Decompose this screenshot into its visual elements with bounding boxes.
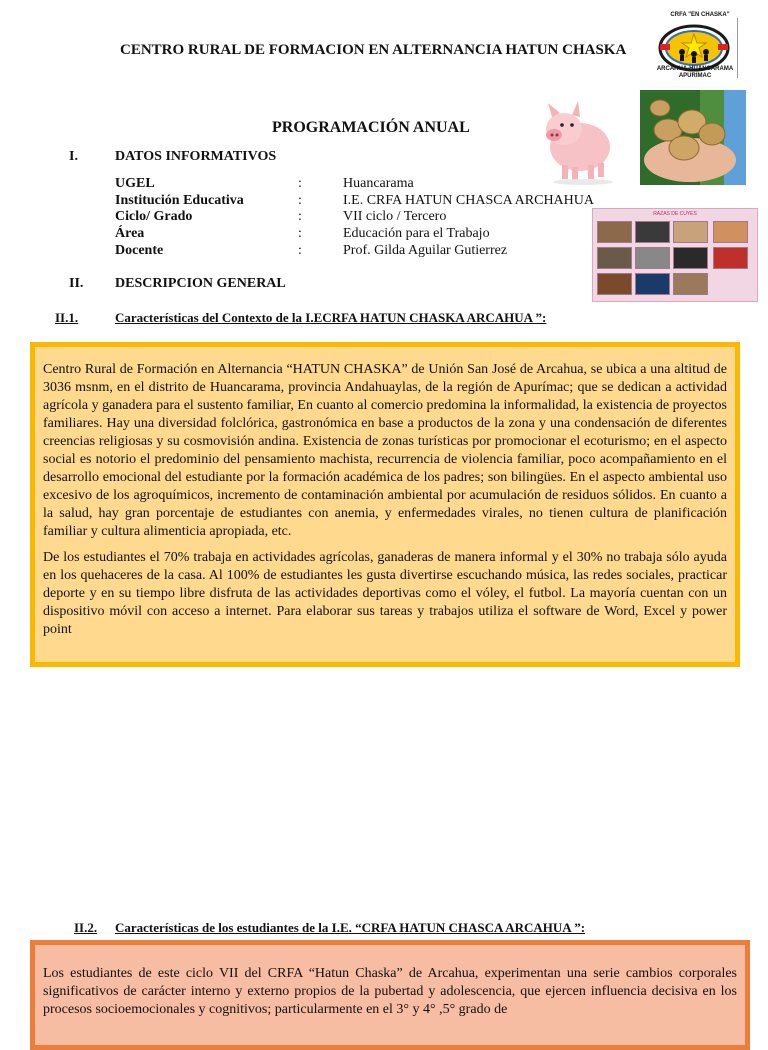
info-colon: : [298,176,302,191]
info-row-area [115,226,595,243]
section2-number: II. [69,276,84,291]
pig-image [528,95,628,185]
info-label: Ciclo/ Grado [115,209,193,224]
info-colon: : [298,209,302,224]
info-value: Educación para el Trabajo [343,226,490,241]
guinea-photo [635,221,670,243]
info-value: VII ciclo / Tercero [343,209,447,224]
guinea-photo [673,221,708,243]
guinea-photo [597,221,632,243]
guinea-photo [713,221,748,243]
section1-number: I. [69,149,78,164]
info-row-institution [115,193,595,210]
info-value: Huancarama [343,176,414,191]
logo-bottom-text: ARCAHUA-HUANCARAMA APURIMAC [656,66,734,79]
info-label: Institución Educativa [115,193,244,208]
subsection2-title: Características de los estudiantes de la I.E. “CRFA HATUN CHASCA ARCAHUA ”: [115,920,586,935]
students-box [30,940,750,1050]
context-paragraph-2: De los estudiantes el 70% trabaja en actividades agrícolas, ganaderas de manera informal y el 30% no trabaja sólo ayuda en los quehaceres de la casa. Al 100% de estudiantes les gusta divertirse escuchando música, las redes sociales, practicar deporte y en su tiempo libre disfruta de las actividades deportivas como el vóley, el futbol. La mayoría cuentan con un dispositivo móvil con acceso a internet. Para elaborar sus tareas y trabajos utiliza el software de Word, Excel y power point [43,550,727,637]
potato-image [640,90,746,185]
guinea-photo [635,273,670,295]
info-row-cycle [115,209,595,226]
guinea-caption: RAZAS DE CUYES [653,211,697,217]
info-colon: : [298,193,302,208]
guinea-photo [673,247,708,269]
info-value: I.E. CRFA HATUN CHASCA ARCHAHUA [343,193,595,208]
subsection1-number: II.1. [55,310,79,325]
subsection2-number: II.2. [74,920,98,935]
header-divider [737,18,738,78]
guinea-photo [713,247,748,269]
context-box [30,342,740,667]
subsection1-title: Características del Contexto de la I.ECRFA HATUN CHASKA ARCAHUA ”: [115,310,547,325]
guinea-pig-breeds-image [592,208,758,302]
students-paragraph: Los estudiantes de este ciclo VII del CRFA “Hatun Chaska” de Arcahua, experimentan una serie cambios corporales significativos de carácter interno y externo propios de la pubertad y adolescencia, que ejercen influencia decisiva en los procesos socioemocionales y cognitivos; particularmente en el 3° y 4° ,5° grado de [43,966,737,1017]
info-label: UGEL [115,176,155,191]
info-label: Área [115,226,145,241]
guinea-photo [597,273,632,295]
info-colon: : [298,243,302,258]
section2-title: DESCRIPCION GENERAL [115,276,286,291]
logo-top-text: CRFA "EN CHASKA" [670,12,730,18]
guinea-photo [635,247,670,269]
document-title: PROGRAMACIÓN ANUAL [272,119,470,136]
info-value: Prof. Gilda Aguilar Gutierrez [343,243,508,258]
info-label: Docente [115,243,164,258]
guinea-photo [597,247,632,269]
info-row-teacher [115,243,595,260]
info-row-ugel [115,176,595,193]
context-paragraph-1: Centro Rural de Formación en Alternancia “HATUN CHASKA” de Unión San José de Arcahua, se ubica a una altitud de 3036 msnm, en el distrito de Huancarama, provincia Andahuaylas, de la región de Apurímac; que se dedican a actividad agrícola y ganadera para el sustento familiar, En cuanto al comercio predomina la informalidad, la existencia de proyectos familiares. Hay una diversidad folclórica, gastronómica en base a productos de la zona y una condensación de diferentes creencias religiosas y su cosmovisión andina. Existencia de zonas turísticas por promocionar el ecoturismo; en el aspecto social es notorio el predominio del pensamiento machista, recurrencia de violencia familiar, poco acompañamiento en el desarrollo emocional del estudiante por la formación académica de los padres; son bilingües. En el aspecto ambiental uso excesivo de los agroquímicos, incremento de contaminación ambiental por acumulación de residuos sólidos. En cuanto a la salud, hay gran porcentaje de estudiantes con anemia, y enfermedades virales, no tienen cultura de planificación familiar y cultura alimenticia apropiada, etc. [43,362,727,539]
school-name: CENTRO RURAL DE FORMACION EN ALTERNANCIA HATUN CHASKA [120,42,627,58]
info-colon: : [298,226,302,241]
guinea-photo [673,273,708,295]
section1-title: DATOS INFORMATIVOS [115,149,277,164]
